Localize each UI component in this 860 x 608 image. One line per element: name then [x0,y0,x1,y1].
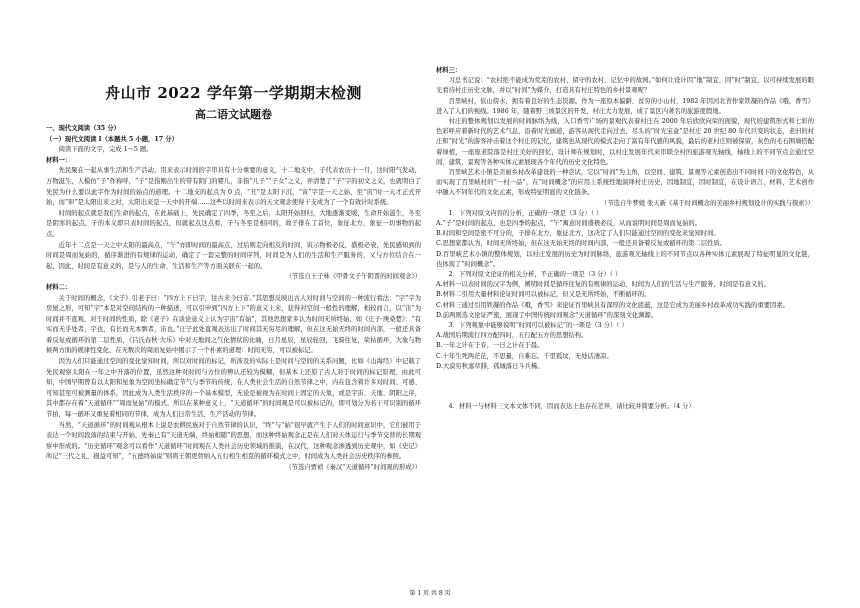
question-1-option-d: D.百里峡艺术小镇的整体规划，以村庄发展的历史为时间脉络，旅游观光轴线上的不同节点以各种实体元素展现了特征明显的文化链，也体现了“时间概念”。 [436,250,814,268]
left-column [46,124,421,474]
question-2: 2．下列对原文论证的相关分析，不正确的一项是（3 分）（ ） [448,271,622,279]
question-2-option-b: B.材料二引用大量材料论证时间可以被标记，但又是无所终始，不断循环的。 [436,291,651,299]
right-column [436,66,814,412]
question-1: 1．下列对原文内容的分析，正确的一项是（3 分）（ ） [448,209,603,217]
material-3-source: （节选自牛梦媛 张天新《基于时间概念的美丽乡村规划设计的实践与探索》） [601,199,814,207]
material-3-paragraph: 百里峡村，依山傍水，拥有着良好的生态资源。作为一座原本偏僻、贫穷的小山村，1982 年因河北省作家铁凝的作品《哦，香雪》进入了人们的视线。1986 年，随着野三坡景区的开发，村庄大力发展，成了景区内著名的旅游度假地。 [436,97,814,115]
material-1-source: （节选自王子林《甲骨文子午阴晋的时间观念》） [285,273,421,281]
page-footer: 第 1 页 共 8 页 [409,590,451,597]
section-heading: 一、现代文阅读（35 分） [46,125,120,132]
material-1-paragraph: 时间的起点就是我们生命的起点，在此基础上，先民确定了四季，冬至之后，太阳开始回归，大地逐渐变暖，生命开始滋生，冬至是阴寒的起点，子的本义即只表时间的起点，但就起点这点看，子与冬至是相同的，故子排在了首位，象征北方，象征一切事物的起点。 [46,209,421,238]
question-1-option-b: B.时间和空间是密不可分的，子排在北方，象征北方，这决定了人们只能通过空间的变化来觉知时间。 [436,230,720,238]
material-2-label: 材料二： [46,283,72,291]
material-2-source: （节选自贾祯《秦汉“天道循环”时间观的形成》） [285,464,421,471]
question-3-option-c: C.十年生死两茫茫，不思量，自难忘。千里孤坟，无处话凄凉。 [436,352,613,360]
material-1-paragraph: 先民聚在一起从事生活和生产活动，用来表示时间的字串具有十分重要的意义，十二地支中，子代表农历十一月，这时阳气发动，万物滋生，人模仿“子”作称呼，“子”是指刚出生的带有阴门的婴儿，非指“儿子”“子女”之义，弄清楚了“子”字的初文之义，也就明白了先民为什么要以此字作为时间的始点的道理。十二地支的起点为 0 点，“丑”是太阳下沉，“寅”字是一天之始，至“寅”时一天才正式开始，而“卯”是太阳出来之时，太阳出来是一天中的开端……这些以时间来表示的天文观念使得干支成为了一个有效计时系统。 [46,167,421,207]
material-1-paragraph: 近年十二点是一天之中太阳的最高点，“午”亦即时间的最高点，过后则走向相反的时间，寅示物极必反，盛极必衰，先民感知到的时间是周而复始的，循序渐进的有规律的运动，确定了一套完整的时间序列，时间是为人们的生活和生产服务的，又与方位结合在一起，因此，时间是有意义的，是与人的生命、生活和生产等方面关联在一起的。 [46,241,421,270]
question-3-option-b: B.一年之计在于春，一日之计在于晨。 [436,342,544,350]
material-2-paragraph: 关于时间的概念，《文子》引老子曰：“四方上下曰宇，往古来今曰宙。”其思想反映出古人对时间与空间的一种流行看法：“宇”字为房屋之形，可知“宇”本是对空间结构的一种描述，可以引申到“四方上下”的意义上来，获得对空间一般性的理解，相较而言，以“宙”为时间并不直观，对于时间的性质，除《老子》在谈论意义上认为宇宙“有始”，其他思想家多认为时间无所终始，如《庄子·庚桑楚》：“有实而无乎处者，宇也，有长而无本剽者，宙也。”庄子此处直观表达出了时间其无穷尽的理解，但在这无始无终的时间内部，一般还具备着反复或循环的第二层性质，《吕氏春秋·大乐》中对天地间之气化情状的比喻，日月星辰，星辰轮回，飞骑往复，荣枯循环，大象与物候两方面的规律性变化，在无数次的周而复始中揭示了一个朴素的道理：时间无穷，可以被标记。 [46,294,421,355]
question-3-option-a: A.战国后期流行四方配四时，五行配五方的思想结构。 [436,332,588,340]
question-4: 4．材料一与材料三文本文体不同，因而表达上也存在差异，请比较并简要分析。（4 分） [448,403,695,411]
instruction: 阅读下面的文字，完成 1～5 题。 [58,146,153,154]
question-2-option-d: D.前两则选文论证严密，展现了中国传统时间观念“天道循环”的深刻文化渊源。 [436,311,658,319]
material-1-label: 材料一： [46,156,72,164]
material-3-paragraph: 村庄的整体规划以发展的时间脉络为线，入口香雪广场的景观代表着村庄在 2000 年后欣欣向荣的面貌，现代的建筑形式和七彩的色彩呼应着新时代的艺术气息，沿着时光廊道，游客从现代走向过去，尽头的“时光宝盒”是村庄 20 世纪 80 年代巨变的状态，老旧的村庄和“时光”的游客冲击着这个村庄的记忆，建筑也从现代的模式走向了富有年代感的风貌，最后的老村庄则被保留，灰色的毛石围墙搭配着绿植，一座座老院落是村庄美好的回忆，设计师在规划时，以村庄发展年代来串联全村的旅游观光轴线，轴线上的不同节点会通过空间、建筑、景观等各种实体元素展现各个年代的历史文化特色。 [436,118,814,166]
material-3-paragraph: 百里峡艺术小镇是美丽乡村改革建设的一种尝试，它以“时间”为主角，以空间、建筑、景观等元素创造出不同时间下的文化特色，从而实现了百里峡村的“一村一品”，在“时间概念”的应用上系统性地演绎村庄历史，因地制宜，因时制宜，在设计语言、材料、艺术创作中融入不同年代的文化元素，形成特征明显的文化链条。 [436,169,814,197]
exam-subtitle: 高二语文试题卷 [195,108,272,121]
material-2-paragraph: 当然，“天道循环”的时间观从根本上说是农耕民族对于自然节律的认识，“终”与“始”很早就产生于人们的时间意识中，它们被用于表达一个时间段落的结束与开始，先秦已有“天道无端，终始相随”的思想，而这种终始观念正是在人们对天体运行与季节交替的长期观察中形成的。“历史循环”观念可以看作“天道循环”时间观在人类社会历史领域的推演，在汉代，这种观念渗透到历史观中，如《史记》所记“三代之礼，损益可知”，“五德终始说”则将王朝更替纳入五行相生相克的循环模式之中，时间成为人类社会历史秩序的参照。 [46,421,421,461]
material-3-paragraph: 习总书记说：“农村绝不能成为荒芜的农村、留守的农村、记忆中的故园。”如何让设计因“地”制宜、因“时”制宜，以可持续发展的眼光看待村庄历史文脉，并以“时间”为媒介，打造具有村庄特色的乡村景观呢？ [436,77,814,95]
question-1-option-a: A.“子”是时间的起点，也是四季的起点，“午”寓意时间盛极必反，从而说明时间是周而复始的。 [436,220,702,228]
question-3: 3．下列观象中能够说明“时间可以被标记”的一项是（3 分）（ ） [448,322,628,330]
question-1-option-c: C.思想家都认为，时间无所终始，但在这无始无终的时间内部，一般还具备着反复或循环的第二层性质。 [436,240,726,248]
material-3-label: 材料三： [436,67,462,74]
question-2-option-a: A.材料一以表时间的汉字为例，阐明时间是循环往复的有规律的运动，时间为人们的生活与生产服务，时间是有意义的。 [436,281,770,289]
exam-title: 舟山市 2022 学年第一学期期末检测 [105,84,362,102]
subsection-heading: （一）现代文阅读 I（本题共 5 小题，17 分） [46,135,178,143]
material-2-paragraph: 因为人们只能通过空间的变化觉知时间，所以对时间的标记，所涉及的实际上是时间与空间的关系问题，比如《山海经》中记载了先民观察太阳在一年之中升落的位置，虽然这种对时间与方位的辨认还较为模糊，但基本上还原了古人对于时间的标记原理，由此可知，中国早期曾有以太阳和星象为空间坐标确定节气与季节的传统，在人类社会生活的自然节律之中，内在包含着许多对时间、可感、可知甚至可被测量的体系，因此成为人类生活秩序的一个基本模型，无论是被视为在时间上固定的天象，或是宇宙、天地、阴阳之序，其中都存在着“天道循环”“周而复始”的模式，所以在某种意义上，“天道循环”的时间观是可以被标记的，即可划分为若干可识别的循环节拍，每一循环又重复着相同的节律，成为人们日常生活、生产活动的节律。 [46,358,421,419]
question-2-option-c: C.材料三通过引用铁凝的作品《哦，香雪》来论证百里峡具有深厚的文化底蕴，这是它成为美丽乡村改革成功实践的重要因素。 [436,301,789,309]
question-3-option-d: D.大漠穷秋塞草腓，孤城落日斗兵稀。 [436,362,544,370]
